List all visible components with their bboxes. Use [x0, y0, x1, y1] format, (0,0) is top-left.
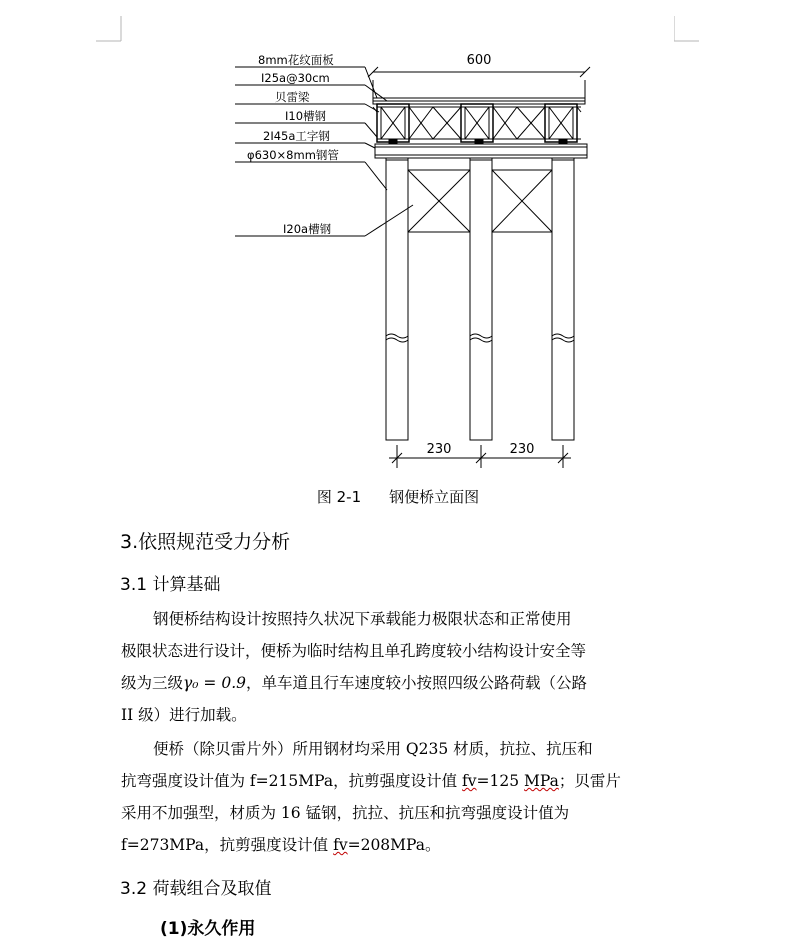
label-bailey: 贝雷梁 [275, 90, 310, 104]
paragraph-line: 极限状态进行设计，便桥为临时结构且单孔跨度较小结构设计安全等 [121, 642, 587, 660]
dimension-bottom [389, 442, 571, 468]
label-deck-plate: 8mm花纹面板 [258, 53, 334, 67]
steel-piles [386, 158, 574, 440]
label-channel-i20: I20a槽钢 [283, 222, 332, 236]
crop-mark-top-left [96, 16, 122, 42]
section-heading: 3.依照规范受力分析 [120, 531, 291, 553]
safety-factor-formula: γ₀ = 0.9 [183, 674, 246, 692]
paragraph-line: II 级）进行加载。 [121, 706, 247, 724]
label-i25-beam: I25a@30cm [261, 71, 330, 85]
bridge-elevation-drawing [225, 40, 605, 470]
label-i45-beam: 2I45a工字钢 [263, 129, 330, 143]
paragraph-line: 抗弯强度设计值为 f=215MPa，抗剪强度设计值 fv=125 MPa；贝雷片 [121, 772, 621, 790]
spellcheck-underlined-text[interactable]: fv [333, 836, 348, 854]
subsection-heading-3-1: 3.1 计算基础 [120, 575, 221, 595]
label-steel-pipe: φ630×8mm钢管 [247, 148, 339, 162]
paragraph-material [121, 733, 677, 861]
paragraph-line: 级为三级γ₀ = 0.9，单车道且行车速度较小按照四级公路荷载（公路 [121, 674, 587, 692]
paragraph-design-basis [121, 603, 677, 731]
paragraph-line: 便桥（除贝雷片外）所用钢材均采用 Q235 材质，抗拉、抗压和 [153, 740, 593, 758]
dimension-top [368, 53, 590, 98]
paragraph-line: 采用不加强型，材质为 16 锰钢，抗拉、抗压和抗弯强度设计值为 [121, 804, 570, 822]
label-channel-i10: I10槽钢 [285, 109, 327, 123]
subsection-heading-3-2: 3.2 荷载组合及取值 [120, 879, 272, 899]
dim-bottom-right-label: 230 [509, 442, 535, 457]
paragraph-line: 钢便桥结构设计按照持久状况下承载能力极限状态和正常使用 [153, 610, 572, 628]
dim-top-label: 600 [466, 53, 492, 68]
figure-caption [0, 486, 796, 507]
paragraph-line: f=273MPa，抗剪强度设计值 fv=208MPa。 [121, 836, 441, 854]
dim-bottom-left-label: 230 [426, 442, 452, 457]
crop-mark-top-right [674, 16, 700, 42]
spellcheck-underlined-text[interactable]: fv [462, 772, 477, 790]
bailey-truss [373, 104, 581, 142]
pile-bracing [408, 170, 552, 232]
deck [373, 98, 585, 104]
caption-text: 钢便桥立面图 [389, 488, 480, 506]
caption-number: 图 2-1 [316, 488, 362, 506]
subsection-heading-permanent-action: (1)永久作用 [160, 919, 256, 939]
spellcheck-underlined-text[interactable]: MPa [524, 772, 559, 790]
